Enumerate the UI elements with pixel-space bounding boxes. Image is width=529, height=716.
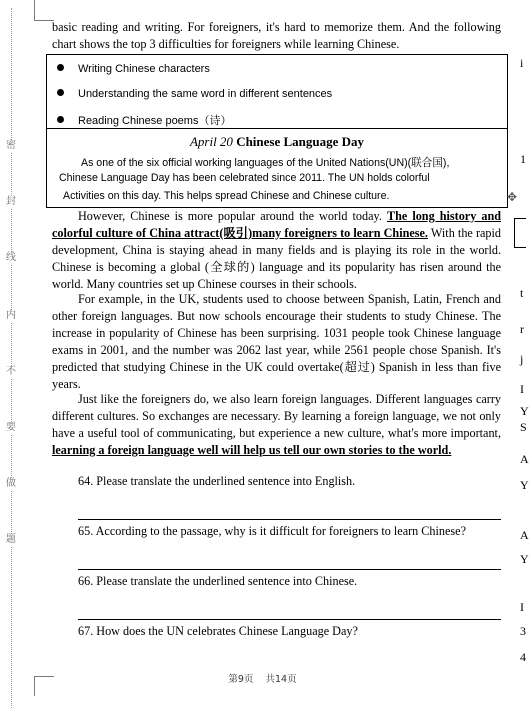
binding-char: 要 [3,422,19,434]
adjacent-page-char: Y [520,552,529,566]
day-line: Activities on this day. This helps spread Chinese and Chinese culture. [63,190,390,202]
crop-mark [34,0,35,20]
language-day-heading [47,134,507,150]
question-67: 67. How does the UN celebrates Chinese Language Day? [78,624,358,638]
adjacent-page-char: A [520,528,529,542]
paragraph-1: However, Chinese is more popular around the world today. The long history and colorful culture of China attract(吸引)many foreigners to learn Chinese. With the rapid development, China is staying ahead in many fields and is playing its role in the world. Chinese is becoming a global (全球的) language and its popularity has risen around the world. Many countries set up Chinese courses in their schools. [52,209,502,291]
answer-line[interactable] [78,569,501,570]
answer-line[interactable] [78,519,501,520]
answer-line[interactable] [78,619,501,620]
day-line: Chinese Language Day has been celebrated since 2011. The UN holds colorful [59,172,430,184]
difficulty-item: Reading Chinese poems（诗） [57,112,231,128]
adjacent-page-char: A [520,452,529,466]
page-footer: 第9页 共14页 [228,674,297,685]
adjacent-page-char: 3 [520,624,526,638]
adjacent-page-char: S [520,420,527,434]
adjacent-page-char: I [520,600,524,614]
bullet-icon [57,116,64,123]
adjacent-page-char: t [520,286,524,300]
difficulty-item: Understanding the same word in different sentences [57,88,332,100]
adjacent-page-char: Y [520,478,529,492]
adjacent-page-char: r [520,322,524,336]
adjacent-page-char: I [520,382,524,396]
adjacent-page-char: j [520,352,524,366]
adjacent-page-char: 4 [520,650,526,664]
adjacent-page-char: Y [520,404,529,418]
underlined-sentence-1: The long history and colorful culture of China attract(吸引)many foreigners to learn Chinese. [52,209,501,240]
binding-char: 密 [3,140,19,152]
underlined-sentence-2: learning a foreign language well will help us tell our own stories to the world. [52,442,452,457]
binding-char: 题 [3,534,19,546]
day-title: Chinese Language Day [236,134,365,149]
move-handle-icon[interactable]: ✥ [507,190,518,204]
binding-char: 内 [3,310,19,322]
binding-char: 不 [3,366,19,378]
language-day-box [46,128,508,208]
question-64: 64. Please translate the underlined sentence into English. [78,474,356,488]
bullet-icon [57,89,64,96]
bullet-icon [57,64,64,71]
binding-char: 封 [3,196,19,208]
binding-char: 做 [3,478,19,490]
adjacent-page-box [514,218,526,248]
adjacent-page-char: 1 [520,152,526,166]
paragraph-3: Just like the foreigners do, we also learn foreign languages. Different languages carry different cultures. So exchanges are necessary. By learning a foreign language, we not only have a useful tool of communicating, but experience a new culture, what's more important, learning a foreign language well will help us tell our own stories to the world. [52,392,501,457]
day-line: As one of the six official working languages of the United Nations(UN)(联合国), [81,157,450,169]
adjacent-page-char: i [520,56,524,70]
question-66: 66. Please translate the underlined sentence into Chinese. [78,574,358,588]
difficulties-chart [46,54,508,130]
intro-paragraph: basic reading and writing. For foreigners, it's hard to memorize them. And the following chart shows the top 3 difficulties for foreigners while learning Chinese. [52,20,501,51]
crop-mark [34,20,54,21]
difficulty-item: Writing Chinese characters [57,63,210,75]
paragraph-2: For example, in the UK, students used to choose between Spanish, Latin, French and other foreign languages. But now schools encourage their students to study Chinese. The increase in popularity of Chinese has been surprising. 1031 people took Chinese language exams in 2001, and the number was 2062 last year, while 2561 people chose Spanish. It's predicted that studying Chinese in the UK could overtake(超过) Spanish in less than five years. [52,292,501,391]
binding-dotted-line [11,8,12,708]
day-date: April 20 [189,134,233,149]
binding-char: 线 [3,252,19,264]
question-65: 65. According to the passage, why is it difficult for foreigners to learn Chinese? [78,524,466,538]
